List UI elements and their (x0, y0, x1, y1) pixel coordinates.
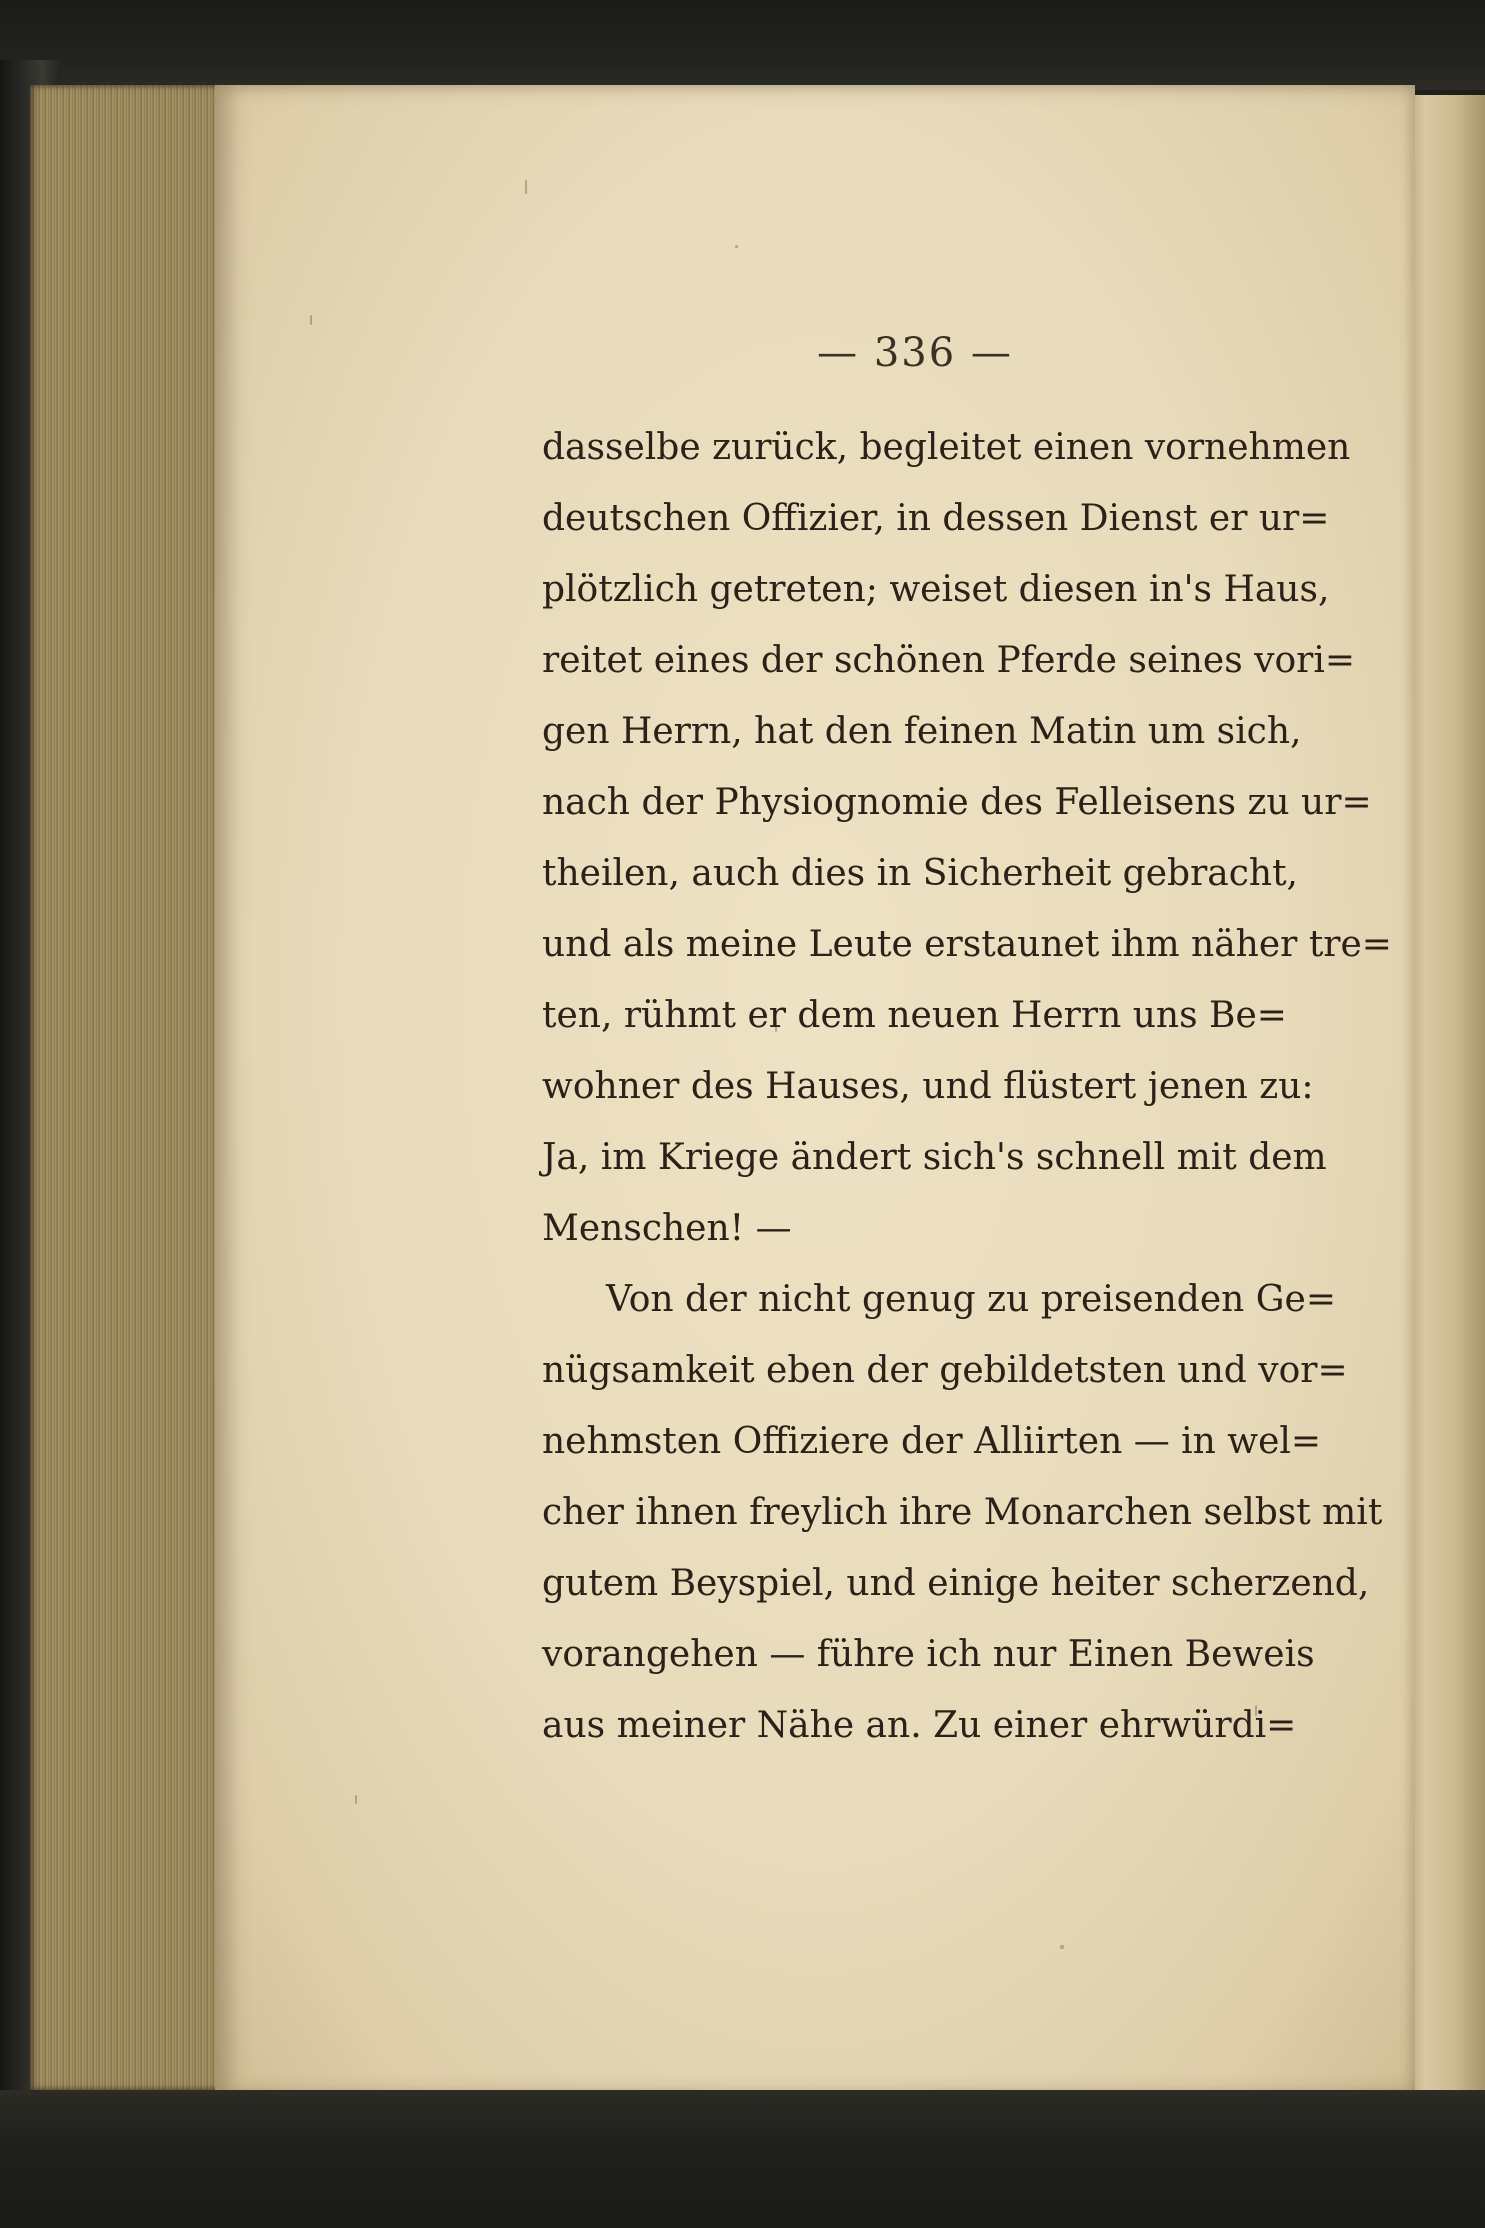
text-line: Ja, im Kriege ändert sich's schnell mit dem (542, 1137, 1327, 1178)
text-line: und als meine Leute erstaunet ihm näher tre= (542, 924, 1392, 965)
scan-background-bottom (0, 2090, 1485, 2228)
text-line: nach der Physiognomie des Felleisens zu ur= (542, 782, 1372, 823)
paper-speck (355, 1795, 357, 1804)
text-line: plötzlich getreten; weiset diesen in's Haus, (542, 569, 1330, 610)
text-line: nehmsten Offiziere der Alliirten — in wel= (542, 1421, 1322, 1462)
text-line: nügsamkeit eben der gebildetsten und vor= (542, 1350, 1348, 1391)
text-line: deutschen Offizier, in dessen Dienst er ur= (542, 498, 1330, 539)
text-line: aus meiner Nähe an. Zu einer ehrwürdi= (542, 1705, 1297, 1746)
text-line: cher ihnen freylich ihre Monarchen selbst mit (542, 1492, 1383, 1533)
paper-speck (735, 245, 738, 248)
text-line: vorangehen — führe ich nur Einen Beweis (542, 1634, 1315, 1675)
facing-page-edge (1405, 95, 1485, 2125)
paper-speck (310, 315, 312, 325)
text-line: theilen, auch dies in Sicherheit gebracht, (542, 853, 1298, 894)
paper-speck (525, 180, 527, 194)
page-block-edges (30, 85, 235, 2090)
text-line: reitet eines der schönen Pferde seines vori= (542, 640, 1356, 681)
text-line-paragraph-start: Von der nicht genug zu preisenden Ge= (606, 1279, 1337, 1320)
text-line: ten, rühmt er dem neuen Herrn uns Be= (542, 995, 1287, 1036)
text-line-paragraph-end: Menschen! — (542, 1208, 792, 1249)
page-number: — 336 — (817, 330, 1013, 376)
page-text-block (542, 412, 1392, 1761)
paper-speck (1060, 1945, 1064, 1949)
text-line: wohner des Hauses, und flüstert jenen zu: (542, 1066, 1314, 1107)
text-line: dasselbe zurück, begleitet einen vornehmen (542, 427, 1351, 468)
text-line: gen Herrn, hat den feinen Matin um sich, (542, 711, 1302, 752)
scan-background-top (0, 0, 1485, 90)
text-line: gutem Beyspiel, und einige heiter scherzend, (542, 1563, 1370, 1604)
